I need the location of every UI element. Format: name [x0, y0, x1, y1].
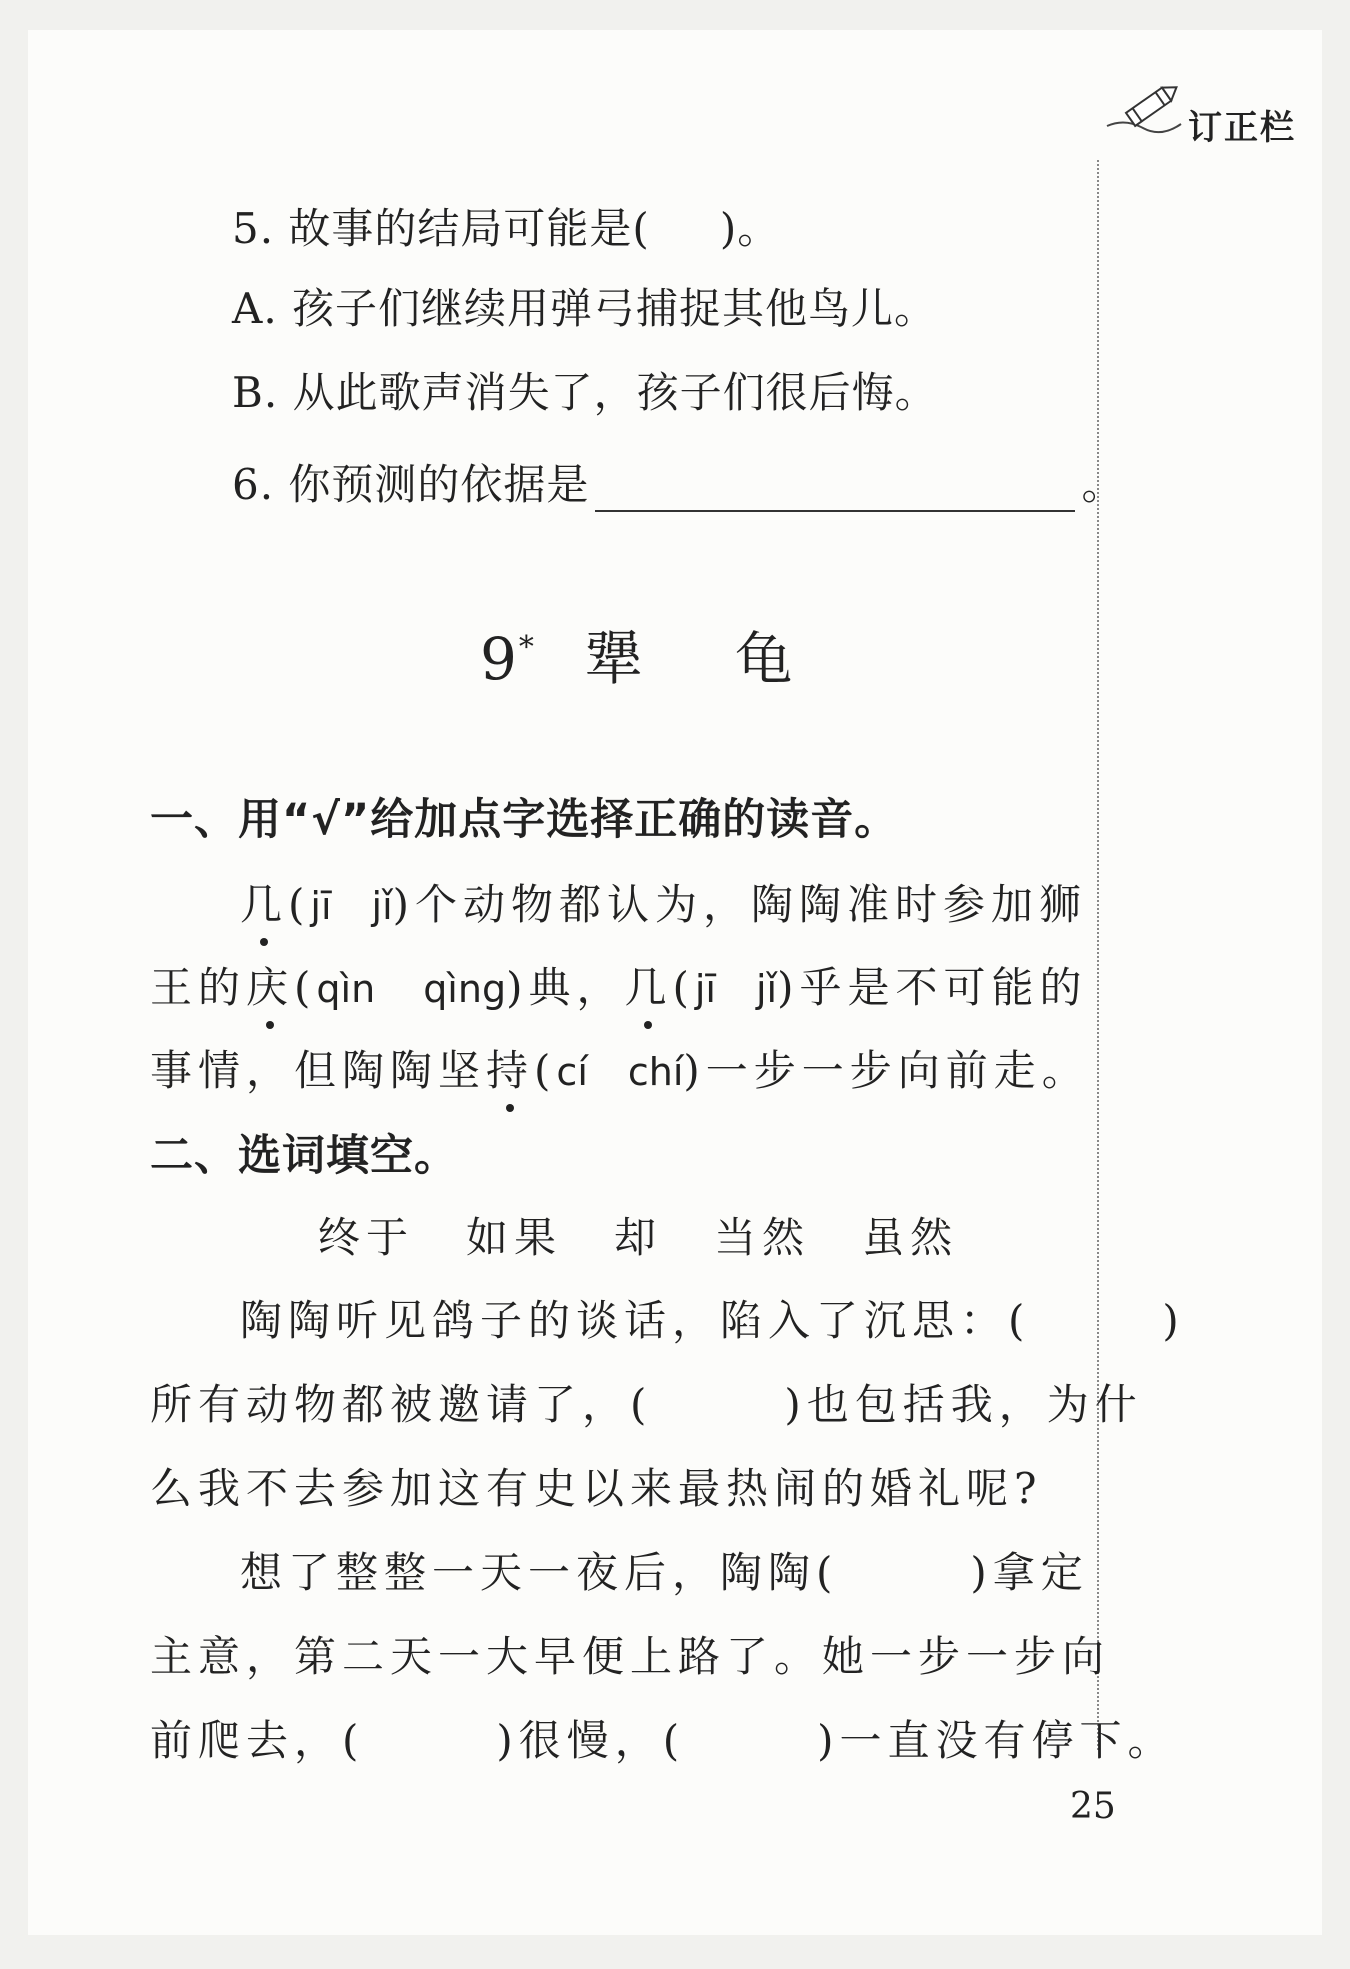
paren: (: [294, 963, 317, 1012]
line-text: )典，: [506, 963, 625, 1012]
lesson-title: [480, 612, 795, 696]
line-text: 前爬去，(: [150, 1716, 365, 1765]
part-1-line-1: [240, 872, 1087, 932]
pinyin-option[interactable]: cí: [556, 1050, 588, 1094]
line-text: )很慢，(: [496, 1716, 686, 1765]
word-bank-item: 虽然: [862, 1213, 959, 1262]
passage-line-4: [240, 1540, 1089, 1600]
dotted-char: 庆: [246, 955, 294, 1015]
word-bank: [318, 1205, 1010, 1265]
passage-line-3: 么我不去参加这有史以来最热闹的婚礼呢?: [150, 1464, 1043, 1513]
correction-column-divider: [1097, 160, 1099, 1750]
passage-line-5: 主意，第二天一大早便上路了。她一步一步向: [150, 1632, 1111, 1681]
question-5: [232, 196, 780, 256]
line-text: 所有动物都被邀请了，(: [150, 1380, 653, 1429]
line-text: )乎是不可能的: [777, 963, 1088, 1012]
lesson-number: 9: [480, 625, 519, 693]
pinyin-option[interactable]: qìng: [423, 967, 507, 1011]
pinyin-option[interactable]: jī: [694, 967, 716, 1011]
page-number: 25: [1070, 1786, 1116, 1827]
question-5-text: 5. 故事的结局可能是(: [232, 204, 650, 253]
line-text: )一步一步向前走。: [683, 1046, 1090, 1095]
line-text: 王的: [150, 963, 247, 1012]
line-text: 事情，但陶陶坚: [150, 1046, 487, 1095]
pinyin-option[interactable]: jǐ: [371, 884, 393, 928]
option-b[interactable]: B. 从此歌声消失了，孩子们很后悔。: [232, 368, 938, 417]
line-text: 陶陶听见鸽子的谈话，陷入了沉思：(: [240, 1296, 1031, 1345]
question-6-end: 。: [1081, 460, 1125, 509]
paren: (: [534, 1046, 557, 1095]
line-text: )拿定: [970, 1548, 1089, 1597]
word-bank-item: 当然: [714, 1213, 811, 1262]
dotted-char: 几: [240, 872, 288, 932]
part-1-line-3: [150, 1038, 1090, 1098]
line-text: 想了整整一天一夜后，陶陶(: [240, 1548, 839, 1597]
line-text: )也包括我，为什: [784, 1380, 1143, 1429]
paren: (: [672, 963, 695, 1012]
part-1-line-2: [150, 955, 1088, 1015]
pinyin-option[interactable]: jǐ: [756, 967, 778, 1011]
paren: ): [1162, 1296, 1185, 1345]
question-6: [232, 452, 1124, 512]
lesson-title-char-2: 龟: [734, 625, 795, 693]
pinyin-option[interactable]: jī: [310, 884, 332, 928]
pinyin-option[interactable]: qìn: [316, 967, 376, 1011]
word-bank-item: 如果: [466, 1213, 563, 1262]
line-text: )个动物都认为，陶陶准时参加狮: [392, 880, 1088, 929]
question-6-text: 6. 你预测的依据是: [232, 460, 590, 509]
word-bank-item: 终于: [318, 1213, 415, 1262]
line-text: )一直没有停下。: [817, 1716, 1176, 1765]
paren: (: [288, 880, 311, 929]
dotted-char: 持: [486, 1038, 534, 1098]
question-5-end: )。: [719, 204, 781, 253]
option-a[interactable]: A. 孩子们继续用弹弓捕捉其他鸟儿。: [232, 284, 938, 333]
part-1-heading: 一、用“√”给加点字选择正确的读音。: [150, 795, 899, 845]
dotted-char: 几: [624, 955, 672, 1015]
lesson-title-char-1: 犟: [584, 625, 645, 693]
passage-line-2: [150, 1372, 1143, 1432]
pinyin-option[interactable]: chí: [627, 1050, 684, 1094]
part-2-heading: 二、选词填空。: [150, 1131, 458, 1181]
optional-lesson-mark: *: [518, 630, 536, 665]
passage-line-6: [150, 1708, 1176, 1768]
pencil-icon: [1105, 82, 1185, 140]
correction-column-label: 订正栏: [1188, 108, 1296, 148]
answer-line[interactable]: [595, 470, 1075, 512]
word-bank-item: 却: [614, 1213, 663, 1262]
passage-line-1: [240, 1288, 1185, 1348]
